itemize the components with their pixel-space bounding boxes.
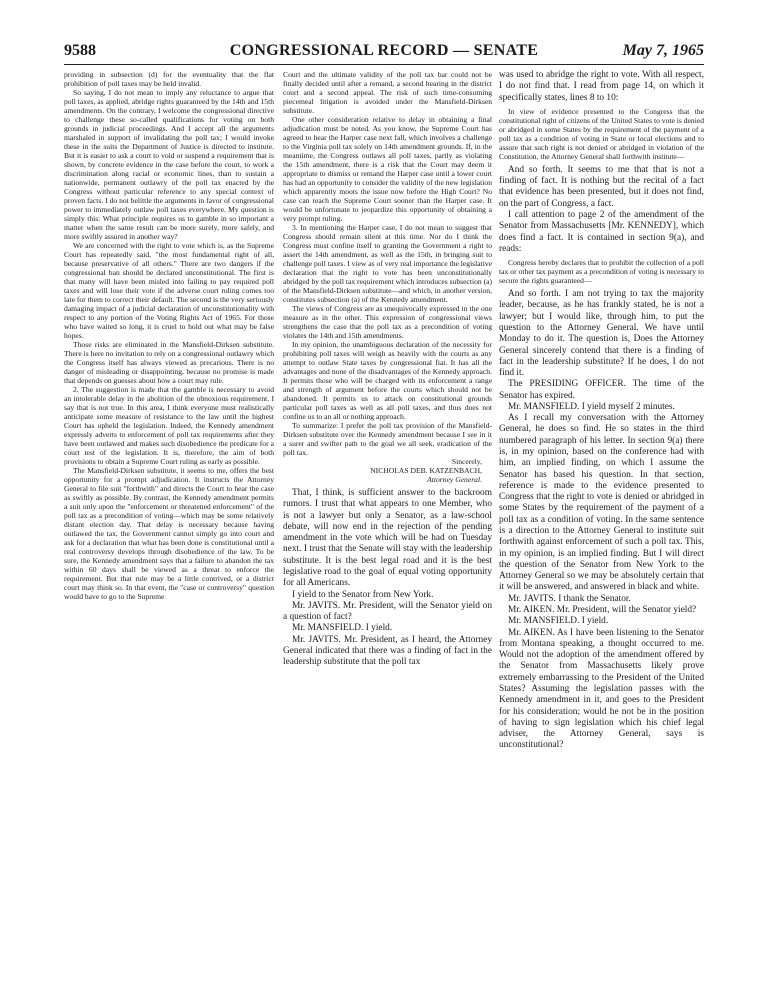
quoted-passage: Congress hereby declares that to prohibit the collection of a poll tax or other tax payment as a precondition of voting is necessary to secure the rights guaranteed— xyxy=(499,258,704,286)
paragraph: Mr. MANSFIELD. I yield. xyxy=(292,623,393,634)
paragraph: Court and the ultimate validity of the poll tax bar could not be finally decided until after a remand, a second hearing in the district court and a second appeal. The risk of such time-consuming piecemeal litigation is avoided under the Mansfield-Dirksen substitute. xyxy=(283,70,492,115)
paragraph: We are concerned with the right to vote which is, as the Supreme Court has repeatedly said, "the most fundamental right of all, because preservative of all others." There are two dangers if the congressional ban should be declared unconstitutional. The first is that many will have been misled into failing to pay required poll taxes and will lose their vote if the adverse court ruling comes too late for them to correct their default. The second is the very seriously damaging impact of a judicial declaration of unconstitutionality with respect to any portion of the Voting Rights Act of 1965. For those who have waited so long, it is cruel to hold out what may be false hopes. xyxy=(64,241,274,340)
letter-text xyxy=(283,70,492,484)
paragraph: Mr. AIKEN. As I have been listening to the Senator from Montana speaking, a thought occurred to me. Would not the adoption of the amendment offered by the Senator from Massachusetts likely prove extremely embarrassing to the President of the United States? Assuming the legislation passes with the Kennedy amendment in it, and goes to the President for his consideration; would he not be in the position of having to sign legislation which his chief legal adviser, the Attorney General, says is unconstitutional? xyxy=(499,627,704,751)
paragraph: was used to abridge the right to vote. With all respect, I do not find that. I read from page 14, on which it specifically states, lines 8 to 10: xyxy=(499,70,704,103)
page-number: 9588 xyxy=(64,42,96,59)
paragraph: Mr. AIKEN. Mr. President, will the Senator yield? xyxy=(508,604,697,615)
paragraph: In my opinion, the unambiguous declaration of the necessity for prohibiting poll taxes will weigh as heavily with the courts as any attempt to outlaw State taxes by congressional fiat. It has all the advantages and none of the disadvantages of the Kennedy approach. It permits those who will be charged with its enforcement a range and strength of argument before the courts which should not be abandoned. It permits us to attack on constitutional grounds particular poll taxes as well as all poll taxes, and thus does not confine us to an all or nothing approach. xyxy=(283,340,492,421)
page-header xyxy=(64,42,704,66)
paragraph: That, I think, is sufficient answer to the backroom rumors. I trust that what appears to one Member, who is not a lawyer but only a Senator, as a law-school debate, will now end in the rejection of the pending amendment in the vote which will be had on Tuesday next. I trust that the Senate will stay with the leadership substitute. It is the best legal road and it is the best legislative road to the goal of equal voting opportunity for all Americans. xyxy=(283,488,492,589)
paragraph: The Mansfield-Dirksen substitute, it seems to me, offers the best opportunity for a prompt adjudication. It instructs the Attorney General to file suit "forthwith" and directs the Court to hear the case as swiftly as possible. By contrast, the Kennedy amendment permits a suit only upon the "enforcement or threatened enforcement" of the poll tax as a precondition of voting—which may be some relatively distant election day. That delay is necessary because having outlawed the tax, the Government cannot simply go into court and ask for a declaration that what has been done is constitutional until a real controversy develops through disobedience of the law. To be sure, the Kennedy amendment says that a failure to abandon the tax within 60 days shall be viewed as a threat to enforce the requirement. But that rule may be a little contrived, or a district court may think so. In that event, the "case or controversy" question would have to go to the Supreme xyxy=(64,466,274,601)
floor-remarks xyxy=(283,488,492,669)
paragraph: So saying, I do not mean to imply any reluctance to argue that poll taxes, as applied, abridge rights guaranteed by the 14th and 15th amendments. On the contrary, I welcome the congressional directive to challenge these so-called qualifications for voting on both grounds in judicial proceedings. And I accept all the arguments marshaled in support of invalidating the poll tax; I would invoke these in the suits the Department of Justice is directed to institute. But it is easier to ask a court to void or suspend a requirement that is shown, by concrete evidence in the case before the court, to work a discrimination along racial or economic lines, than to sustain a nationwide, permanent outlawry of the poll tax enacted by the Congress without particular reference to any special context of proven facts. I do not belittle the arguments in favor of congressional power to immediately outlaw poll taxes everywhere. My question is simply this: What principle requires us to gamble in so important a matter when the same result can be more surely, more safely, and more swiftly assured in another way? xyxy=(64,88,274,241)
paragraph: Mr. JAVITS. Mr. President, as I heard, the Attorney General indicated that there was a finding of fact in the leadership substitute that the poll tax xyxy=(283,634,492,668)
publication-title: CONGRESSIONAL RECORD — SENATE xyxy=(229,42,539,59)
issue-date: May 7, 1965 xyxy=(622,42,704,59)
paragraph: Mr. JAVITS. I thank the Senator. xyxy=(508,593,631,604)
signatory-title: Attorney General. xyxy=(427,475,482,484)
header-rule xyxy=(64,64,704,65)
paragraph: The PRESIDING OFFICER. The time of the Senator has expired. xyxy=(499,379,704,401)
paragraph: Mr. MANSFIELD. I yield myself 2 minutes. xyxy=(508,401,675,412)
signatory-name: NICHOLAS DEB. KATZENBACH, xyxy=(370,466,482,475)
column-left xyxy=(64,70,274,960)
paragraph: Mr. JAVITS. Mr. President, will the Senator yield on a question of fact? xyxy=(283,600,492,623)
paragraph: And so forth. I am not trying to tax the majority leader, because, as he has frankly stated, he is not a lawyer; but I would like, through him, to put the question to the Attorney General. We have until Monday to do it. The question is, Does the Attorney General sincerely contend that there is a finding of fact in the leadership substitute? If he does, I do not find it. xyxy=(499,289,704,379)
paragraph: 3. In mentioning the Harper case, I do not mean to suggest that Congress should remain silent at this time. Nor do I think the Congress must confine itself to granting the Government a right to assert the 14th amendment, as well as the 15th, in bringing suit to challenge poll taxes. I view as of very real importance the legislative declaration that the right to vote has been unconstitutionally abridged by the poll tax requirement which introduces subsection (a) of the Mansfield-Dirksen substitute—and which, in another version, constitutes subsection (a) of the Kennedy amendment. xyxy=(283,223,492,304)
paragraph: To summarize: I prefer the poll tax provision of the Mansfield-Dirksen substitute over the Kennedy amendment because I see in it a surer and swifter path to the goal we all seek, eradication of the poll tax. xyxy=(283,421,492,457)
paragraph: providing in subsection (d) for the eventuality that the flat prohibition of poll taxes may be held invalid. xyxy=(64,70,274,88)
paragraph: I yield to the Senator from New York. xyxy=(292,589,434,600)
paragraph: As I recall my conversation with the Attorney General, he does so find. He so states in the third numbered paragraph of his letter. In section 9(a) there is, in my opinion, based on the conference had with him, an implied finding, on which I assume the Senator has based his question. In that section, reference is made to the evidence presented to Congress that the right to vote is denied or abridged in some States by the requirement of the payment of a poll tax as a condition of voting. In the same sentence is a direction to the Attorney General to institute suit forthwith against enforcement of such a poll tax. This, in my opinion, is an implied finding. But I will direct the question of the Senator from New York to the Attorney General so we may be absolutely certain that it will be answered, and answered in black and white. xyxy=(499,413,704,593)
paragraph: Those risks are eliminated in the Mansfield-Dirksen substitute. There is here no invitation to rely on a congressional outlawry which the Congress itself has always viewed as precarious. There is no danger of misleading or disappointing, because no promise is made that depends on guesses about how a court may rule. xyxy=(64,340,274,385)
paragraph: 2. The suggestion is made that the gamble is necessary to avoid an intolerable delay in the abolition of the obnoxious requirement. I say that is not true. In this area, I think everyone must realistically anticipate some measure of resistance to the law until the highest Court has upheld the legislation. Indeed, the Kennedy amendment expressly adverts to enforcement of poll tax requirements after they have been outlawed and makes such disobedience the predicate for a court test of the legislation. It is, therefore, the aim of both provisions to obtain a Supreme Court ruling as early as possible. xyxy=(64,385,274,466)
paragraph: And so forth. It seems to me that that is not a finding of fact. It is nothing but the recital of a fact that evidence has been presented, but it does not find, on the part of Congress, a fact. xyxy=(499,164,704,209)
letter-closing: Sincerely, xyxy=(451,457,482,466)
quoted-passage: In view of evidence presented to the Congress that the constitutional right of citizens of the United States to vote is denied or abridged in some States by the requirement of the payment of a poll tax as a condition of voting in State or local elections and to assure that such right is not denied or abridged in violation of the Constitution, the Attorney General shall forthwith institute— xyxy=(499,106,704,161)
paragraph: One other consideration relative to delay in obtaining a final adjudication must be noted. As you know, the Supreme Court has agreed to hear the Harper case next fall, which involves a challenge to the Virginia poll tax solely on 14th amendment grounds. If, in the meantime, the Congress outlaws all poll taxes, partly as violating the 15th amendment, there is a risk that the Court may deem it appropriate to dismiss or remand the Harper case until a lower court has had an opportunity to consider the validity of the new legislation which apparently moots the issue now before the High Court? No case can reach the Supreme Court sooner than the Harper case. It would be unfortunate to jeopardize this opportunity of obtaining a very prompt ruling. xyxy=(283,115,492,223)
paragraph: The views of Congress are as unequivocally expressed in the one measure as in the other. This expression of congressional views strengthens the case that the poll tax as a precondition of voting violates the 14th and 15th amendments. xyxy=(283,304,492,340)
column-middle xyxy=(283,70,492,950)
paragraph: Mr. MANSFIELD. I yield. xyxy=(508,616,609,627)
column-right xyxy=(499,70,704,950)
paragraph: I call attention to page 2 of the amendment of the Senator from Massachusetts [Mr. KENNEDY], which does find a fact. It is contained in section 9(a), and reads: xyxy=(499,209,704,254)
